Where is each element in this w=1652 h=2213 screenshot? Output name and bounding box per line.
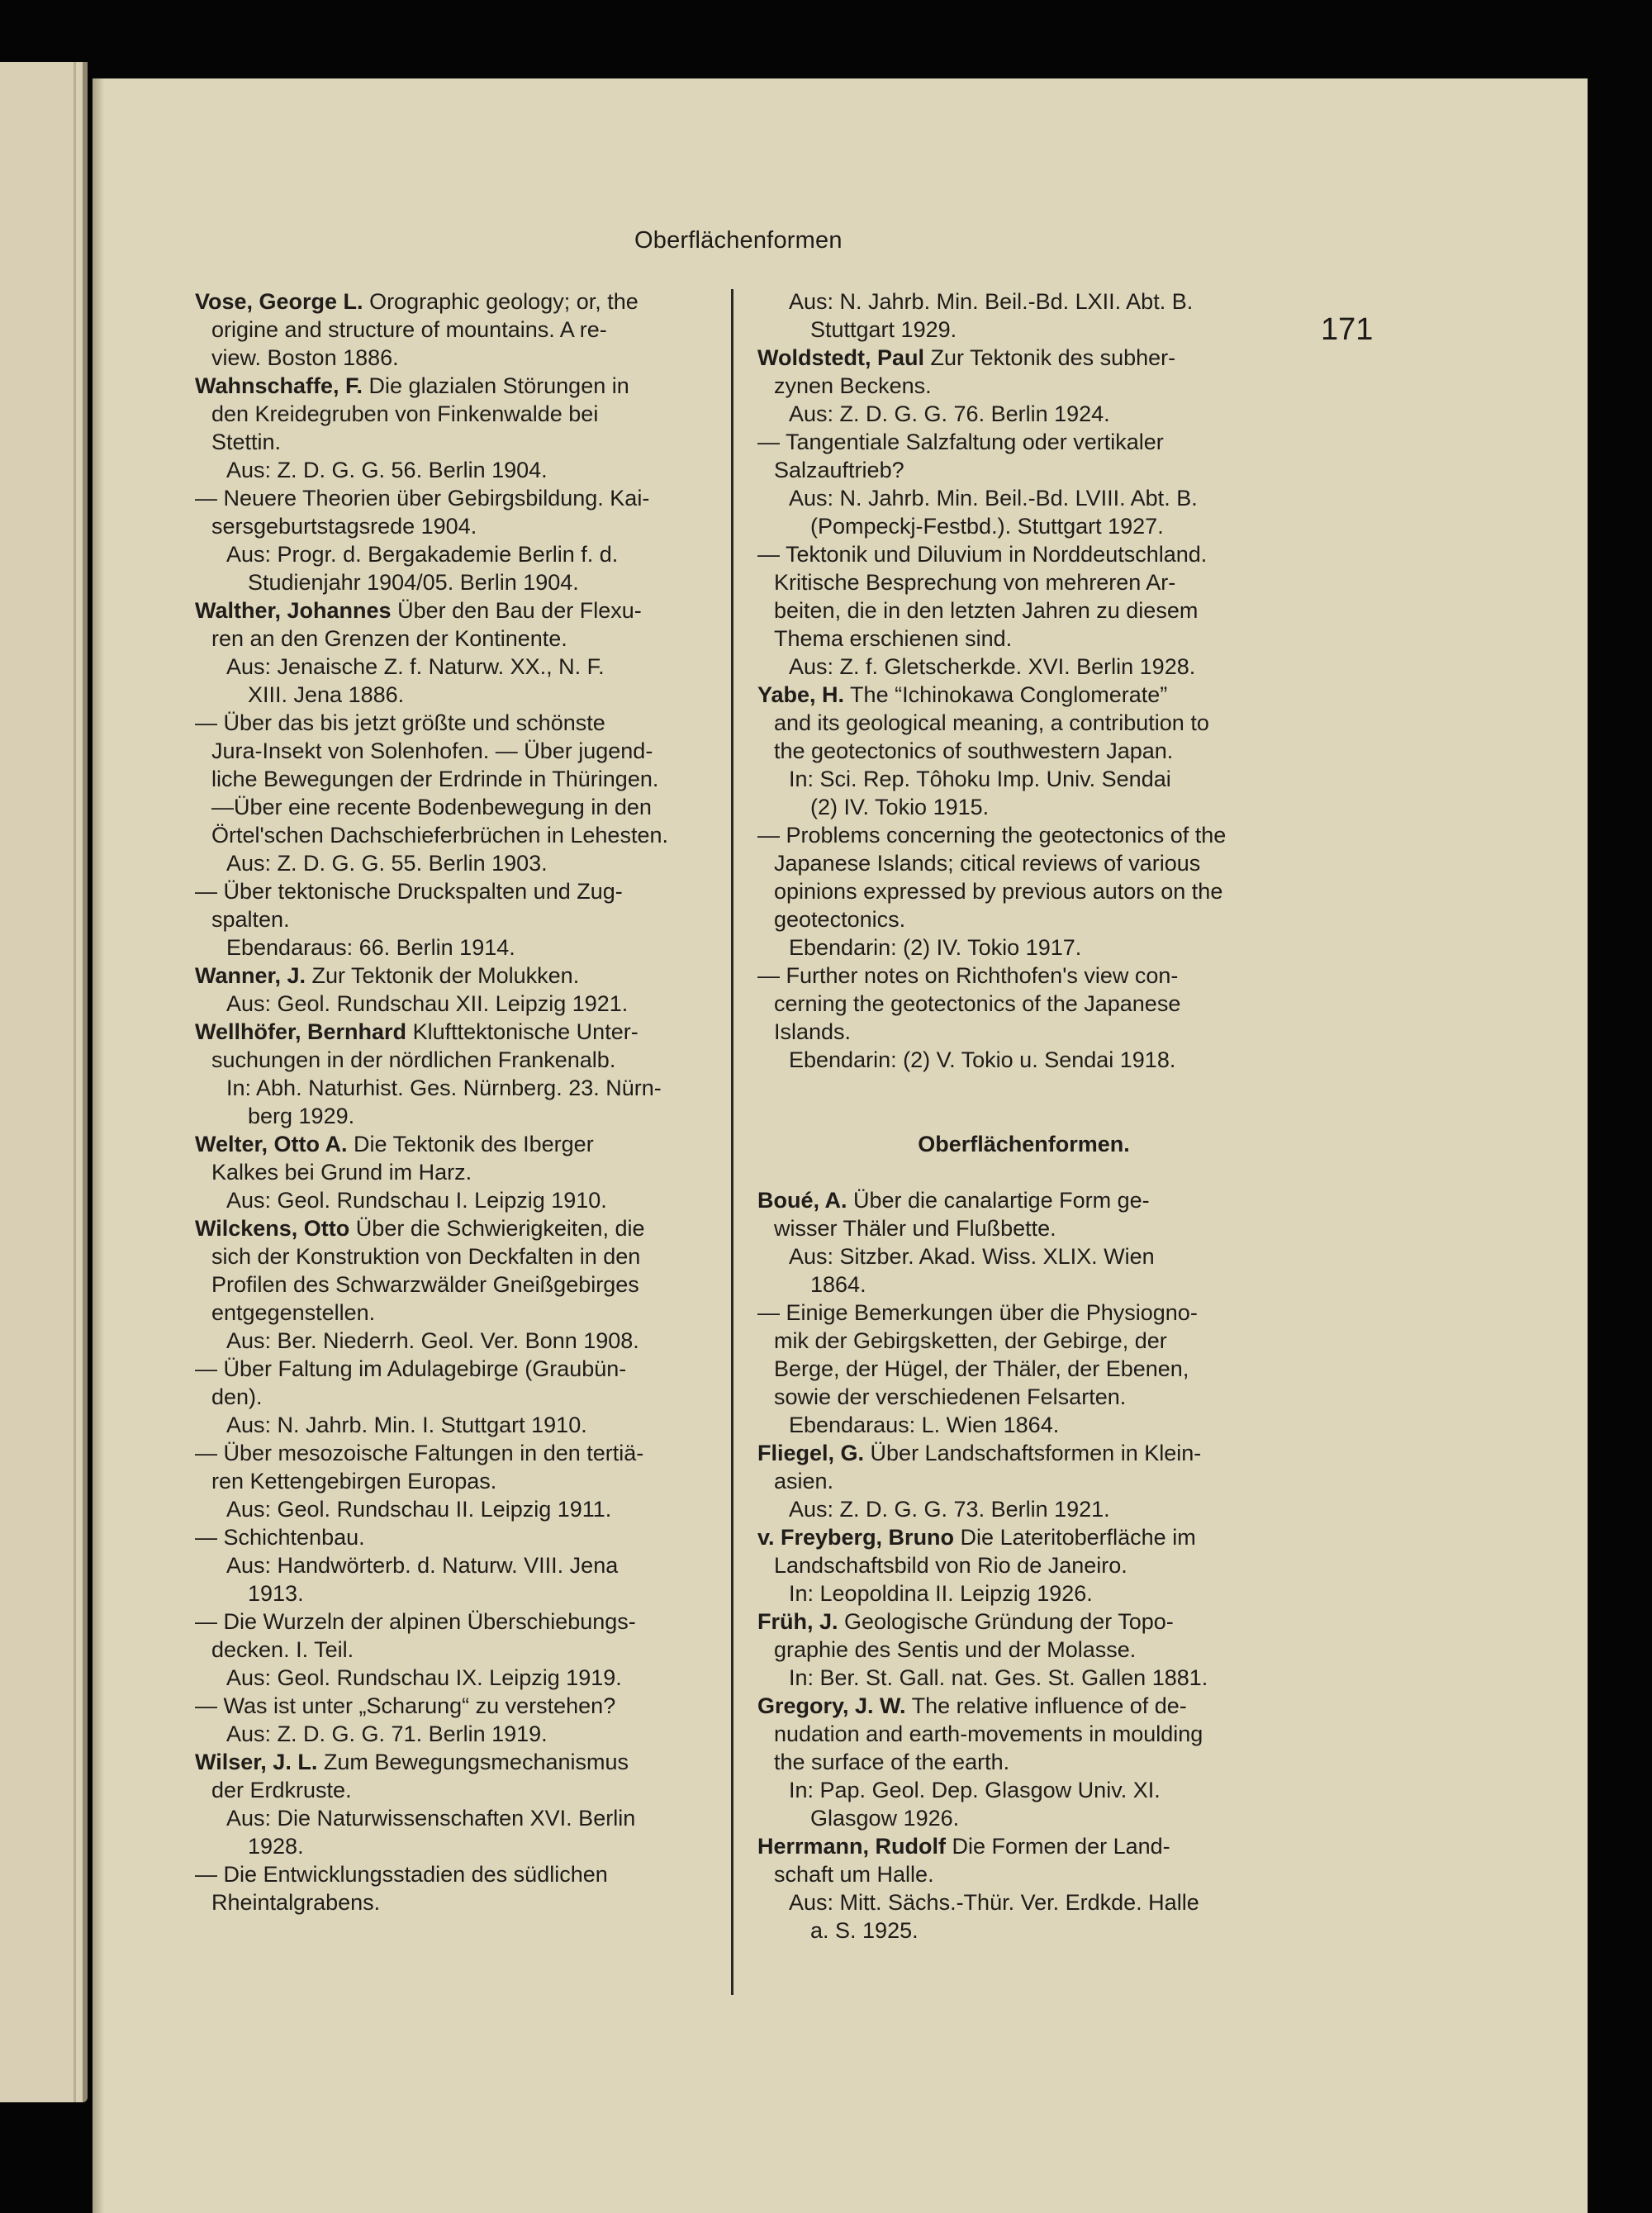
entry-text: cerning the geotectonics of the Japanese [774,991,1181,1016]
bibliography-line [195,1720,722,1748]
entry-text: geotectonics. [774,907,906,932]
entry-text: mik der Gebirgsketten, der Gebirge, der [774,1328,1167,1353]
entry-text: der Erdkruste. [211,1778,352,1802]
bibliography-line [757,1495,1290,1523]
entry-text: Die Formen der Land- [946,1834,1170,1859]
entry-text: nudation and earth-movements in moulding [774,1721,1203,1746]
entry-text: Über Landschaftsformen in Klein- [864,1441,1202,1465]
bibliography-line [757,1074,1290,1102]
page-number: 171 [1321,312,1374,347]
entry-text: Studienjahr 1904/05. Berlin 1904. [248,570,579,595]
entry-text: Aus: Geol. Rundschau IX. Leipzig 1919. [226,1665,622,1690]
bibliography-line [757,1102,1290,1130]
entry-text: — Problems concerning the geotectonics of the [757,823,1227,848]
entry-text: The “Ichinokawa Conglomerate” [844,682,1168,707]
author-name: Herrmann, Rudolf [757,1834,947,1859]
section-heading: Oberflächenformen. [918,1132,1130,1156]
entry-text: Aus: Z. f. Gletscherkde. XVI. Berlin 1928. [789,654,1196,679]
entry-text: and its geological meaning, a contribution to [774,710,1209,735]
bibliography-line [195,1776,722,1804]
entry-text: the geotectonics of southwestern Japan. [774,738,1174,763]
entry-text: berg 1929. [248,1104,355,1128]
bibliography-line [757,1270,1290,1299]
bibliography-line [757,849,1290,877]
bibliography-line [195,962,722,990]
page-gutter-shadow [93,78,104,2213]
column-divider [731,289,733,1995]
bibliography-line [195,1467,722,1495]
bibliography-line [757,372,1290,400]
entry-text: Aus: Z. D. G. G. 56. Berlin 1904. [226,458,548,482]
bibliography-line [195,1551,722,1579]
entry-text: Über die canalartige Form ge- [847,1188,1150,1213]
bibliography-line [757,905,1290,933]
bibliography-line [195,1186,722,1214]
bibliography-line [757,1832,1290,1860]
entry-text: 1864. [810,1272,866,1297]
entry-text: Die glazialen Störungen in [363,373,629,398]
bibliography-line [757,1242,1290,1270]
entry-text: Landschaftsbild von Rio de Janeiro. [774,1553,1127,1578]
entry-text: den Kreidegruben von Finkenwalde bei [211,401,599,426]
entry-text: Aus: Geol. Rundschau I. Leipzig 1910. [226,1188,607,1213]
bibliography-line [757,596,1290,624]
bibliography-line [757,400,1290,428]
bibliography-line [195,905,722,933]
bibliography-line [195,1495,722,1523]
entry-text: Berge, der Hügel, der Thäler, der Ebenen, [774,1356,1189,1381]
entry-text: sersgeburtstagsrede 1904. [211,514,477,539]
author-name: Yabe, H. [757,682,845,707]
bibliography-line [195,287,722,316]
bibliography-line [757,1748,1290,1776]
bibliography-line [757,1551,1290,1579]
bibliography-line [757,1608,1290,1636]
entry-text: — Tangentiale Salzfaltung oder vertikaler [757,430,1164,454]
entry-text: Aus: Ber. Niederrh. Geol. Ver. Bonn 1908. [226,1328,639,1353]
entry-text: sowie der verschiedenen Felsarten. [774,1384,1127,1409]
entry-text: Islands. [774,1019,852,1044]
bibliography-line [757,1355,1290,1383]
bibliography-line [195,428,722,456]
entry-text: — Neuere Theorien über Gebirgsbildung. Kai- [195,486,650,511]
bibliography-line [757,653,1290,681]
entry-text: view. Boston 1886. [211,345,399,370]
entry-text: Kalkes bei Grund im Harz. [211,1160,472,1185]
entry-text: Aus: Progr. d. Bergakademie Berlin f. d. [226,542,619,567]
entry-text: liche Bewegungen der Erdrinde in Thüringen. [211,767,659,791]
entry-text: the surface of the earth. [774,1750,1010,1774]
entry-text: (Pompeckj-Festbd.). Stuttgart 1927. [810,514,1164,539]
bibliography-line [757,1692,1290,1720]
entry-text: Profilen des Schwarzwälder Gneißgebirges [211,1272,639,1297]
bibliography-line [757,737,1290,765]
entry-text: Die Lateritoberfläche im [954,1525,1196,1550]
bibliography-line [757,1916,1290,1945]
bibliography-line [757,287,1290,316]
entry-text: Ebendarin: (2) IV. Tokio 1917. [789,935,1082,960]
entry-text: — Über das bis jetzt größte und schönste [195,710,605,735]
author-name: Welter, Otto A. [195,1132,348,1156]
bibliography-line [757,1523,1290,1551]
bibliography-line [757,709,1290,737]
entry-text: Aus: Geol. Rundschau XII. Leipzig 1921. [226,991,629,1016]
bibliography-line [757,512,1290,540]
author-name: Wanner, J. [195,963,306,988]
bibliography-line [757,1299,1290,1327]
entry-text: Zur Tektonik des subher- [924,345,1176,370]
entry-text: Die Tektonik des Iberger [347,1132,594,1156]
bibliography-line [195,1664,722,1692]
entry-text: Rheintalgrabens. [211,1890,381,1915]
entry-text: Thema erschienen sind. [774,626,1013,651]
entry-text: —Über eine recente Bodenbewegung in den [211,795,652,819]
bibliography-line [195,1102,722,1130]
book-page [93,78,1588,2213]
entry-text: schaft um Halle. [774,1862,934,1887]
entry-text: — Über Faltung im Adulagebirge (Graubün- [195,1356,627,1381]
bibliography-line [757,1860,1290,1888]
entry-text: Klufttektonische Unter- [406,1019,638,1044]
entry-text: Aus: Sitzber. Akad. Wiss. XLIX. Wien [789,1244,1155,1269]
bibliography-line [195,1299,722,1327]
entry-text: In: Sci. Rep. Tôhoku Imp. Univ. Sendai [789,767,1171,791]
entry-text: — Was ist unter „Scharung“ zu verstehen? [195,1693,616,1718]
entry-text: Aus: Geol. Rundschau II. Leipzig 1911. [226,1497,612,1522]
bibliography-line [195,1804,722,1832]
bibliography-line [195,821,722,849]
entry-text: Japanese Islands; citical reviews of various [774,851,1201,876]
entry-text: — Über mesozoische Faltungen in den tertiä- [195,1441,644,1465]
bibliography-line [195,1411,722,1439]
bibliography-line [195,1439,722,1467]
bibliography-line [757,624,1290,653]
entry-text: Örtel'schen Dachschieferbrüchen in Lehesten. [211,823,668,848]
entry-text: Glasgow 1926. [810,1806,960,1831]
bibliography-line [195,624,722,653]
author-name: v. Freyberg, Bruno [757,1525,955,1550]
entry-text: spalten. [211,907,290,932]
author-name: Walther, Johannes [195,598,392,623]
bibliography-line [195,372,722,400]
entry-text: Kritische Besprechung von mehreren Ar- [774,570,1176,595]
bibliography-line [195,540,722,568]
bibliography-line [195,681,722,709]
bibliography-line [757,990,1290,1018]
bibliography-line [195,933,722,962]
entry-text: sich der Konstruktion von Deckfalten in den [211,1244,641,1269]
bibliography-line [757,1467,1290,1495]
bibliography-line [195,653,722,681]
entry-text: 1928. [248,1834,304,1859]
entry-text: Aus: Mitt. Sächs.-Thür. Ver. Erdkde. Halle [789,1890,1199,1915]
entry-text: — Further notes on Richthofen's view con- [757,963,1179,988]
bibliography-line [195,1242,722,1270]
bibliography-line [757,1664,1290,1692]
bibliography-line [757,962,1290,990]
bibliography-line [757,1579,1290,1608]
entry-text: decken. I. Teil. [211,1637,354,1662]
entry-text: — Einige Bemerkungen über die Physiogno- [757,1300,1198,1325]
entry-text: In: Ber. St. Gall. nat. Ges. St. Gallen 1881. [789,1665,1208,1690]
bibliography-line [757,1130,1290,1158]
bibliography-line [195,1158,722,1186]
bibliography-line [195,990,722,1018]
bibliography-line [195,1327,722,1355]
bibliography-line [757,877,1290,905]
entry-text: In: Pap. Geol. Dep. Glasgow Univ. XI. [789,1778,1161,1802]
entry-text: Aus: Z. D. G. G. 73. Berlin 1921. [789,1497,1110,1522]
bibliography-line [757,1214,1290,1242]
entry-text: a. S. 1925. [810,1918,919,1943]
bibliography-line [757,316,1290,344]
entry-text: In: Leopoldina II. Leipzig 1926. [789,1581,1093,1606]
entry-text: den). [211,1384,263,1409]
bibliography-line [757,681,1290,709]
entry-text: — Die Entwicklungsstadien des südlichen [195,1862,608,1887]
author-name: Wilckens, Otto [195,1216,350,1241]
bibliography-line [195,709,722,737]
right-column [757,287,1290,1945]
author-name: Früh, J. [757,1609,838,1634]
bibliography-line [757,821,1290,849]
entry-text: Über die Schwierigkeiten, die [349,1216,645,1241]
entry-text: zynen Beckens. [774,373,932,398]
entry-text: — Schichtenbau. [195,1525,365,1550]
entry-text: Zur Tektonik der Molukken. [306,963,580,988]
bibliography-line [195,1074,722,1102]
bibliography-line [195,849,722,877]
author-name: Boué, A. [757,1188,847,1213]
bibliography-line [195,1860,722,1888]
bibliography-line [195,737,722,765]
entry-text: Aus: Handwörterb. d. Naturw. VIII. Jena [226,1553,619,1578]
bibliography-line [195,1523,722,1551]
bibliography-line [757,1383,1290,1411]
entry-text: Aus: Z. D. G. G. 76. Berlin 1924. [789,401,1110,426]
entry-text: (2) IV. Tokio 1915. [810,795,990,819]
bibliography-line [757,456,1290,484]
entry-text: Stuttgart 1929. [810,317,957,342]
author-name: Wellhöfer, Bernhard [195,1019,407,1044]
bibliography-line [195,1018,722,1046]
author-name: Vose, George L. [195,289,363,314]
entry-text: Ebendaraus: L. Wien 1864. [789,1413,1060,1437]
bibliography-line [757,1888,1290,1916]
entry-text: wisser Thäler und Flußbette. [774,1216,1056,1241]
entry-text: ren Kettengebirgen Europas. [211,1469,497,1494]
entry-text: — Tektonik und Diluvium in Norddeutschland. [757,542,1208,567]
bibliography-line [195,793,722,821]
bibliography-line [757,484,1290,512]
entry-text: asien. [774,1469,834,1494]
bibliography-line [195,1130,722,1158]
bibliography-line [195,512,722,540]
entry-text: Über den Bau der Flexu- [391,598,642,623]
bibliography-line [757,1776,1290,1804]
bibliography-line [195,1888,722,1916]
bibliography-line [195,1692,722,1720]
bibliography-line [757,540,1290,568]
bibliography-line [757,1158,1290,1186]
running-head: Oberflächenformen [634,227,843,254]
bibliography-line [195,1383,722,1411]
entry-text: — Die Wurzeln der alpinen Überschiebungs- [195,1609,636,1634]
bibliography-line [195,568,722,596]
facing-page-shadow [74,62,76,2102]
entry-text: Salzauftrieb? [774,458,904,482]
entry-text: Aus: N. Jahrb. Min. Beil.-Bd. LXII. Abt. B. [789,289,1194,314]
bibliography-line [757,1411,1290,1439]
bibliography-line [195,596,722,624]
bibliography-line [195,1046,722,1074]
entry-text: beiten, die in den letzten Jahren zu diesem [774,598,1199,623]
bibliography-line [757,1439,1290,1467]
entry-text: The relative influence of de- [905,1693,1187,1718]
entry-text: suchungen in der nördlichen Frankenalb. [211,1047,616,1072]
bibliography-line [195,1608,722,1636]
entry-text: Orographic geology; or, the [363,289,638,314]
bibliography-line [757,1804,1290,1832]
bibliography-line [195,765,722,793]
bibliography-line [195,344,722,372]
bibliography-line [195,456,722,484]
entry-text: Ebendarin: (2) V. Tokio u. Sendai 1918. [789,1047,1176,1072]
author-name: Fliegel, G. [757,1441,865,1465]
entry-text: — Über tektonische Druckspalten und Zug- [195,879,623,904]
entry-text: Geologische Gründung der Topo- [838,1609,1174,1634]
bibliography-line [195,400,722,428]
bibliography-line [757,1186,1290,1214]
entry-text: 1913. [248,1581,304,1606]
bibliography-line [195,1355,722,1383]
entry-text: entgegenstellen. [211,1300,376,1325]
bibliography-line [757,765,1290,793]
bibliography-line [757,1046,1290,1074]
bibliography-line [757,1636,1290,1664]
bibliography-line [757,793,1290,821]
bibliography-line [757,1327,1290,1355]
entry-text: Zum Bewegungsmechanismus [317,1750,629,1774]
entry-text: ren an den Grenzen der Kontinente. [211,626,567,651]
author-name: Woldstedt, Paul [757,345,925,370]
entry-text: Stettin. [211,430,282,454]
entry-text: In: Abh. Naturhist. Ges. Nürnberg. 23. Nürn- [226,1076,662,1100]
entry-text: graphie des Sentis und der Molasse. [774,1637,1137,1662]
author-name: Wilser, J. L. [195,1750,318,1774]
bibliography-line [195,877,722,905]
bibliography-line [195,1636,722,1664]
entry-text: Ebendaraus: 66. Berlin 1914. [226,935,515,960]
entry-text: Jura-Insekt von Solenhofen. — Über jugend- [211,738,653,763]
entry-text: opinions expressed by previous autors on the [774,879,1223,904]
entry-text: Aus: N. Jahrb. Min. Beil.-Bd. LVIII. Abt. B. [789,486,1198,511]
entry-text: XIII. Jena 1886. [248,682,405,707]
entry-text: Aus: Die Naturwissenschaften XVI. Berlin [226,1806,636,1831]
entry-text: Aus: Z. D. G. G. 55. Berlin 1903. [226,851,548,876]
bibliography-line [195,484,722,512]
bibliography-line [757,428,1290,456]
entry-text: Aus: Z. D. G. G. 71. Berlin 1919. [226,1721,548,1746]
bibliography-line [757,933,1290,962]
author-name: Gregory, J. W. [757,1693,906,1718]
author-name: Wahnschaffe, F. [195,373,363,398]
bibliography-line [757,344,1290,372]
bibliography-line [757,1720,1290,1748]
bibliography-line [195,1832,722,1860]
bibliography-line [195,1214,722,1242]
entry-text: Aus: N. Jahrb. Min. I. Stuttgart 1910. [226,1413,587,1437]
bibliography-line [757,568,1290,596]
entry-text: origine and structure of mountains. A re- [211,317,607,342]
facing-page-edge [0,62,88,2102]
bibliography-line [195,1748,722,1776]
left-column [195,287,722,1916]
bibliography-line [757,1018,1290,1046]
bibliography-line [195,316,722,344]
bibliography-line [195,1270,722,1299]
entry-text: Aus: Jenaische Z. f. Naturw. XX., N. F. [226,654,605,679]
bibliography-line [195,1579,722,1608]
